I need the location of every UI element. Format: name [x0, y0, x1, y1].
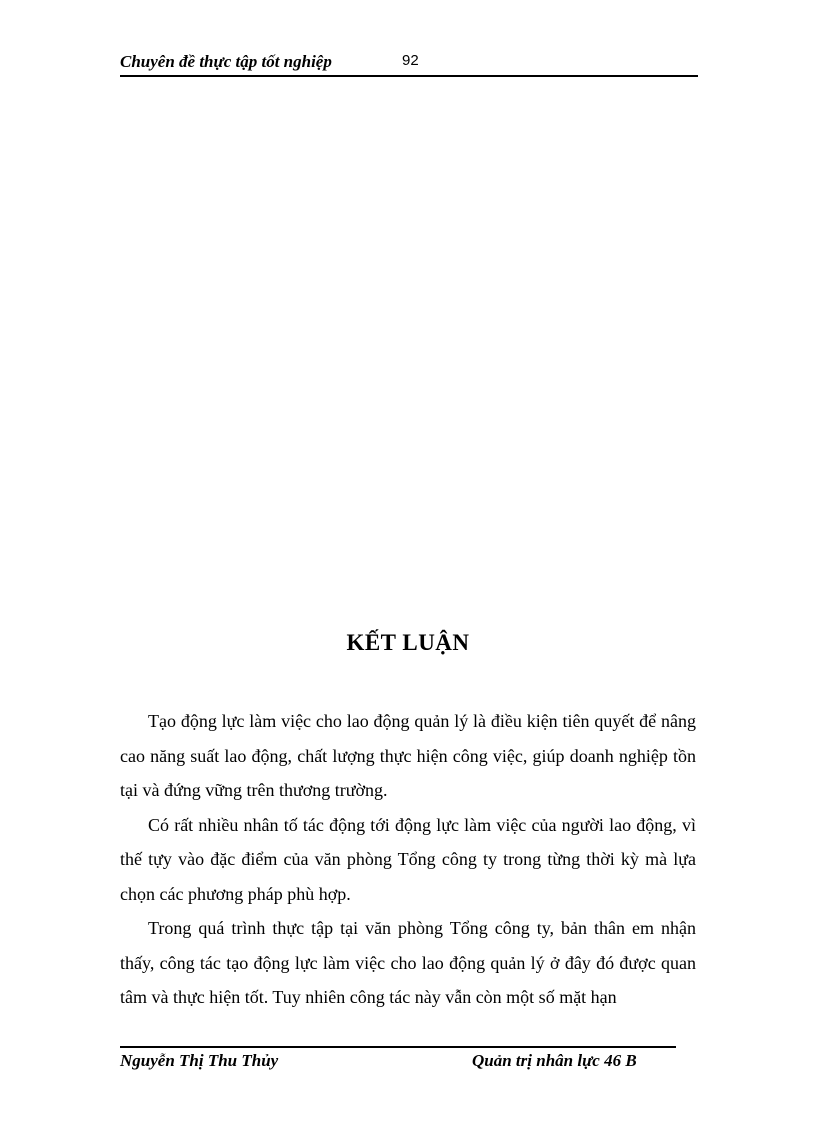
- section-heading: KẾT LUẬN: [346, 630, 470, 655]
- header-rule: [120, 75, 698, 77]
- page-number: 92: [402, 52, 419, 69]
- footer-class: Quản trị nhân lực 46 B: [472, 1051, 637, 1070]
- header-title: Chuyên đề thực tập tốt nghiệp: [120, 52, 332, 71]
- footer-rule: [120, 1046, 676, 1048]
- page-header: [120, 50, 698, 76]
- body-text: [120, 704, 696, 1015]
- paragraph: Tạo động lực làm việc cho lao động quản lý là điều kiện tiên quyết để nâng cao năng suất lao động, chất lượng thực hiện công việc, giúp doanh nghiệp tồn tại và đứng vững trên thương trường.: [120, 711, 696, 800]
- footer-author: Nguyễn Thị Thu Thủy: [120, 1051, 279, 1070]
- paragraph: Trong quá trình thực tập tại văn phòng Tổng công ty, bản thân em nhận thấy, công tác tạo động lực làm việc cho lao động quản lý ở đây đó được quan tâm và thực hiện tốt. Tuy nhiên công tác này vẫn còn một số mặt hạn: [120, 918, 696, 1007]
- paragraph: Có rất nhiều nhân tố tác động tới động lực làm việc của người lao động, vì thế tựy vào đặc điểm của văn phòng Tổng công ty trong từng thời kỳ mà lựa chọn các phương pháp phù hợp.: [120, 814, 696, 904]
